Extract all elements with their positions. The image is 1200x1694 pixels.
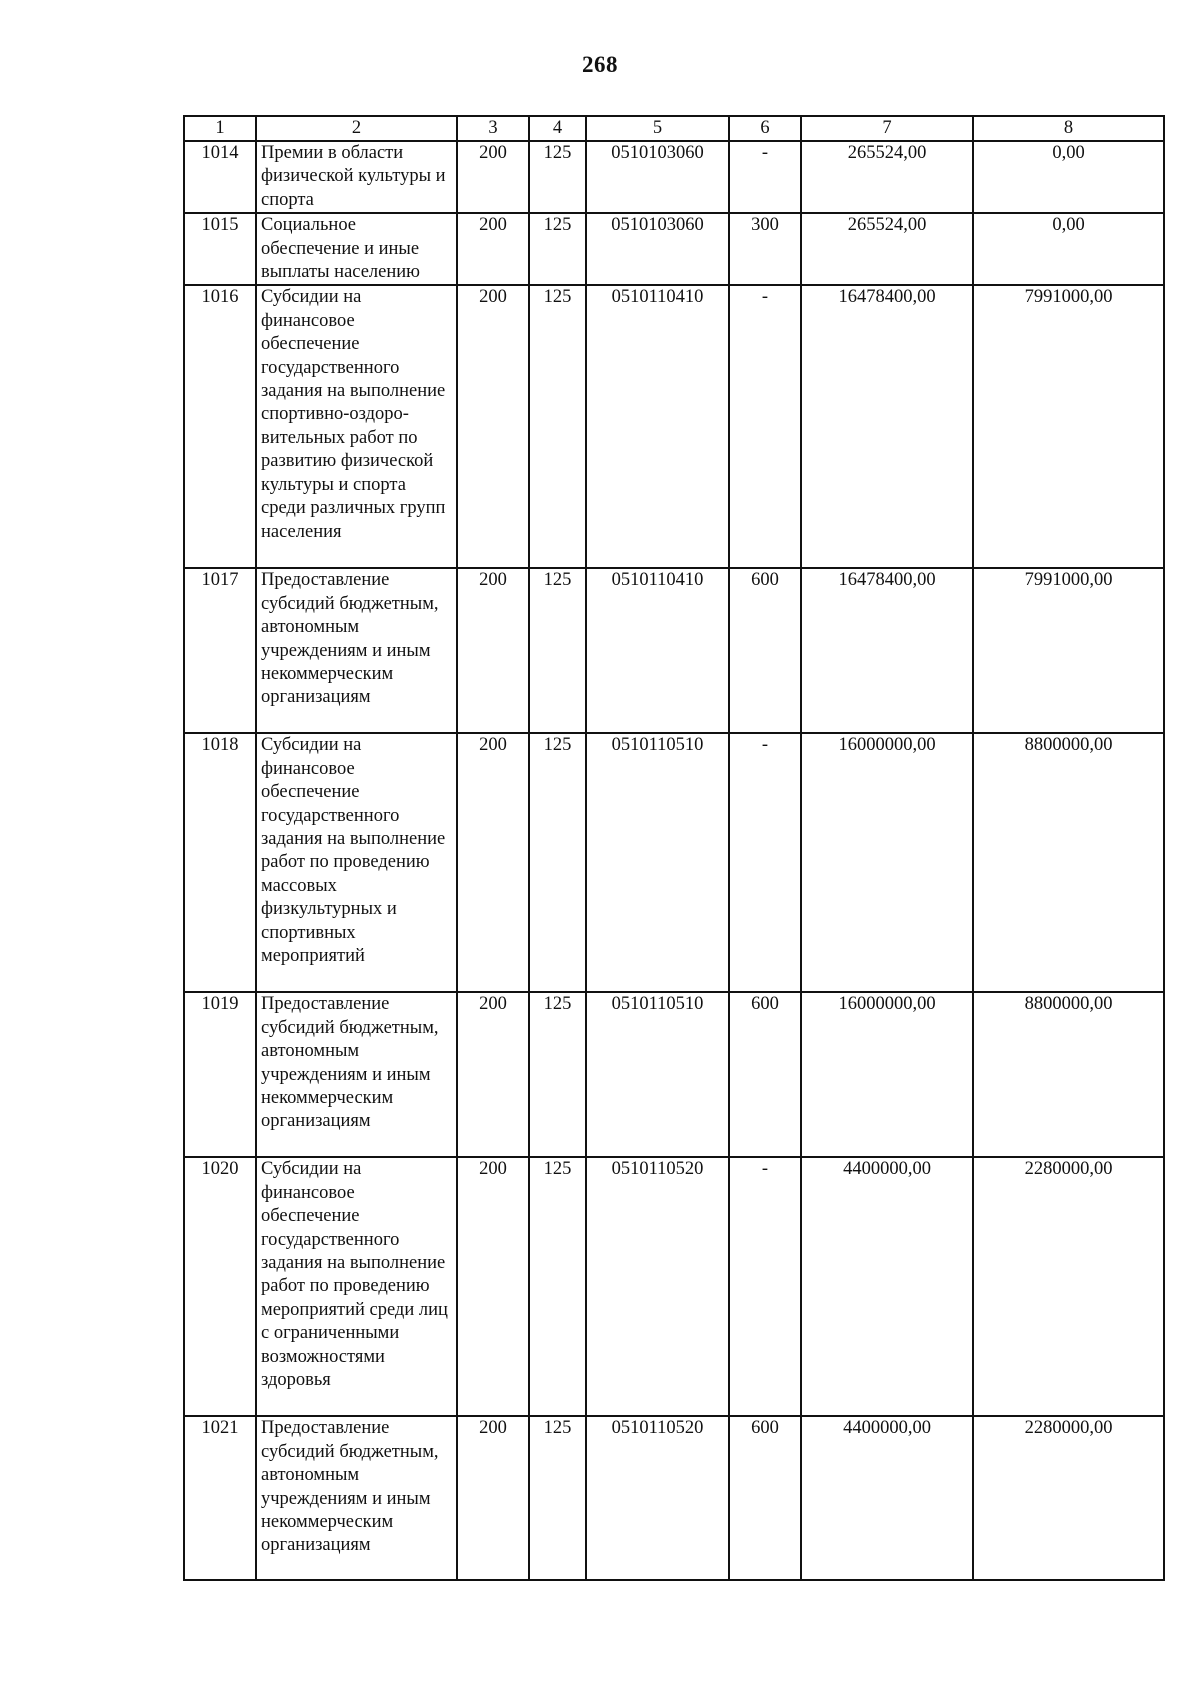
row-col6: 300 (729, 213, 801, 285)
row-amount-col7: 16478400,00 (801, 285, 973, 568)
table-row (184, 1157, 1164, 1416)
row-amount-col8: 0,00 (973, 213, 1164, 285)
row-number: 1017 (184, 568, 256, 733)
row-number: 1016 (184, 285, 256, 568)
row-code: 0510110410 (586, 285, 729, 568)
row-amount-col7: 4400000,00 (801, 1416, 973, 1580)
table-row (184, 285, 1164, 568)
row-number: 1019 (184, 992, 256, 1157)
row-col4: 125 (529, 1157, 586, 1416)
row-amount-col7: 4400000,00 (801, 1157, 973, 1416)
row-code: 0510110520 (586, 1416, 729, 1580)
row-col6: - (729, 141, 801, 213)
row-description: Субсидии на финансовое обеспечение государственного задания на выполнение работ по проведению мероприятий среди лиц с ограниченными возможностями здоровья (256, 1157, 457, 1416)
row-amount-col8: 7991000,00 (973, 285, 1164, 568)
row-col4: 125 (529, 213, 586, 285)
table-row (184, 568, 1164, 733)
row-col6: - (729, 733, 801, 992)
row-code: 0510110510 (586, 992, 729, 1157)
table-row (184, 733, 1164, 992)
row-col3: 200 (457, 141, 529, 213)
column-header: 3 (457, 116, 529, 141)
row-amount-col8: 2280000,00 (973, 1416, 1164, 1580)
row-amount-col7: 16000000,00 (801, 733, 973, 992)
row-col3: 200 (457, 568, 529, 733)
row-amount-col8: 0,00 (973, 141, 1164, 213)
row-number: 1018 (184, 733, 256, 992)
row-code: 0510103060 (586, 213, 729, 285)
row-col3: 200 (457, 285, 529, 568)
table-row (184, 1416, 1164, 1580)
column-header: 1 (184, 116, 256, 141)
row-amount-col8: 8800000,00 (973, 733, 1164, 992)
row-description: Предоставление субсидий бюджетным, автономным учреждениям и иным некоммерческим организациям (256, 1416, 457, 1580)
row-code: 0510110410 (586, 568, 729, 733)
budget-table (183, 115, 1165, 1581)
row-amount-col7: 16478400,00 (801, 568, 973, 733)
row-amount-col7: 16000000,00 (801, 992, 973, 1157)
column-header: 2 (256, 116, 457, 141)
row-col4: 125 (529, 141, 586, 213)
column-header: 7 (801, 116, 973, 141)
column-header: 8 (973, 116, 1164, 141)
table-row (184, 141, 1164, 213)
row-col4: 125 (529, 1416, 586, 1580)
row-number: 1020 (184, 1157, 256, 1416)
row-col6: 600 (729, 992, 801, 1157)
row-description: Предоставление субсидий бюджетным, автономным учреждениям и иным некоммерческим организациям (256, 992, 457, 1157)
row-col3: 200 (457, 1157, 529, 1416)
table-row (184, 992, 1164, 1157)
row-col6: 600 (729, 568, 801, 733)
row-amount-col8: 7991000,00 (973, 568, 1164, 733)
table-header (184, 116, 1164, 141)
header-row (184, 116, 1164, 141)
row-col3: 200 (457, 992, 529, 1157)
row-col6: - (729, 285, 801, 568)
row-amount-col7: 265524,00 (801, 141, 973, 213)
row-col3: 200 (457, 733, 529, 992)
row-description: Социальное обеспечение и иные выплаты населению (256, 213, 457, 285)
row-col3: 200 (457, 213, 529, 285)
row-amount-col8: 2280000,00 (973, 1157, 1164, 1416)
row-description: Субсидии на финансовое обеспечение государственного задания на выполнение работ по проведению массовых физкультурных и спортивных мероприятий (256, 733, 457, 992)
table-body (184, 141, 1164, 1580)
row-col4: 125 (529, 568, 586, 733)
row-col6: 600 (729, 1416, 801, 1580)
row-col3: 200 (457, 1416, 529, 1580)
column-header: 5 (586, 116, 729, 141)
row-amount-col8: 8800000,00 (973, 992, 1164, 1157)
table-row (184, 213, 1164, 285)
row-number: 1014 (184, 141, 256, 213)
row-description: Субсидии на финансовое обеспечение государственного задания на выполнение спортивно-оздоро-вительных работ по развитию физической культуры и спорта среди различных групп населения (256, 285, 457, 568)
row-code: 0510110520 (586, 1157, 729, 1416)
row-col4: 125 (529, 285, 586, 568)
row-number: 1021 (184, 1416, 256, 1580)
page-number: 268 (582, 52, 618, 77)
row-number: 1015 (184, 213, 256, 285)
row-code: 0510110510 (586, 733, 729, 992)
row-description: Предоставление субсидий бюджетным, автономным учреждениям и иным некоммерческим организациям (256, 568, 457, 733)
row-description: Премии в области физической культуры и спорта (256, 141, 457, 213)
row-col6: - (729, 1157, 801, 1416)
column-header: 4 (529, 116, 586, 141)
column-header: 6 (729, 116, 801, 141)
row-col4: 125 (529, 733, 586, 992)
row-amount-col7: 265524,00 (801, 213, 973, 285)
row-code: 0510103060 (586, 141, 729, 213)
row-col4: 125 (529, 992, 586, 1157)
